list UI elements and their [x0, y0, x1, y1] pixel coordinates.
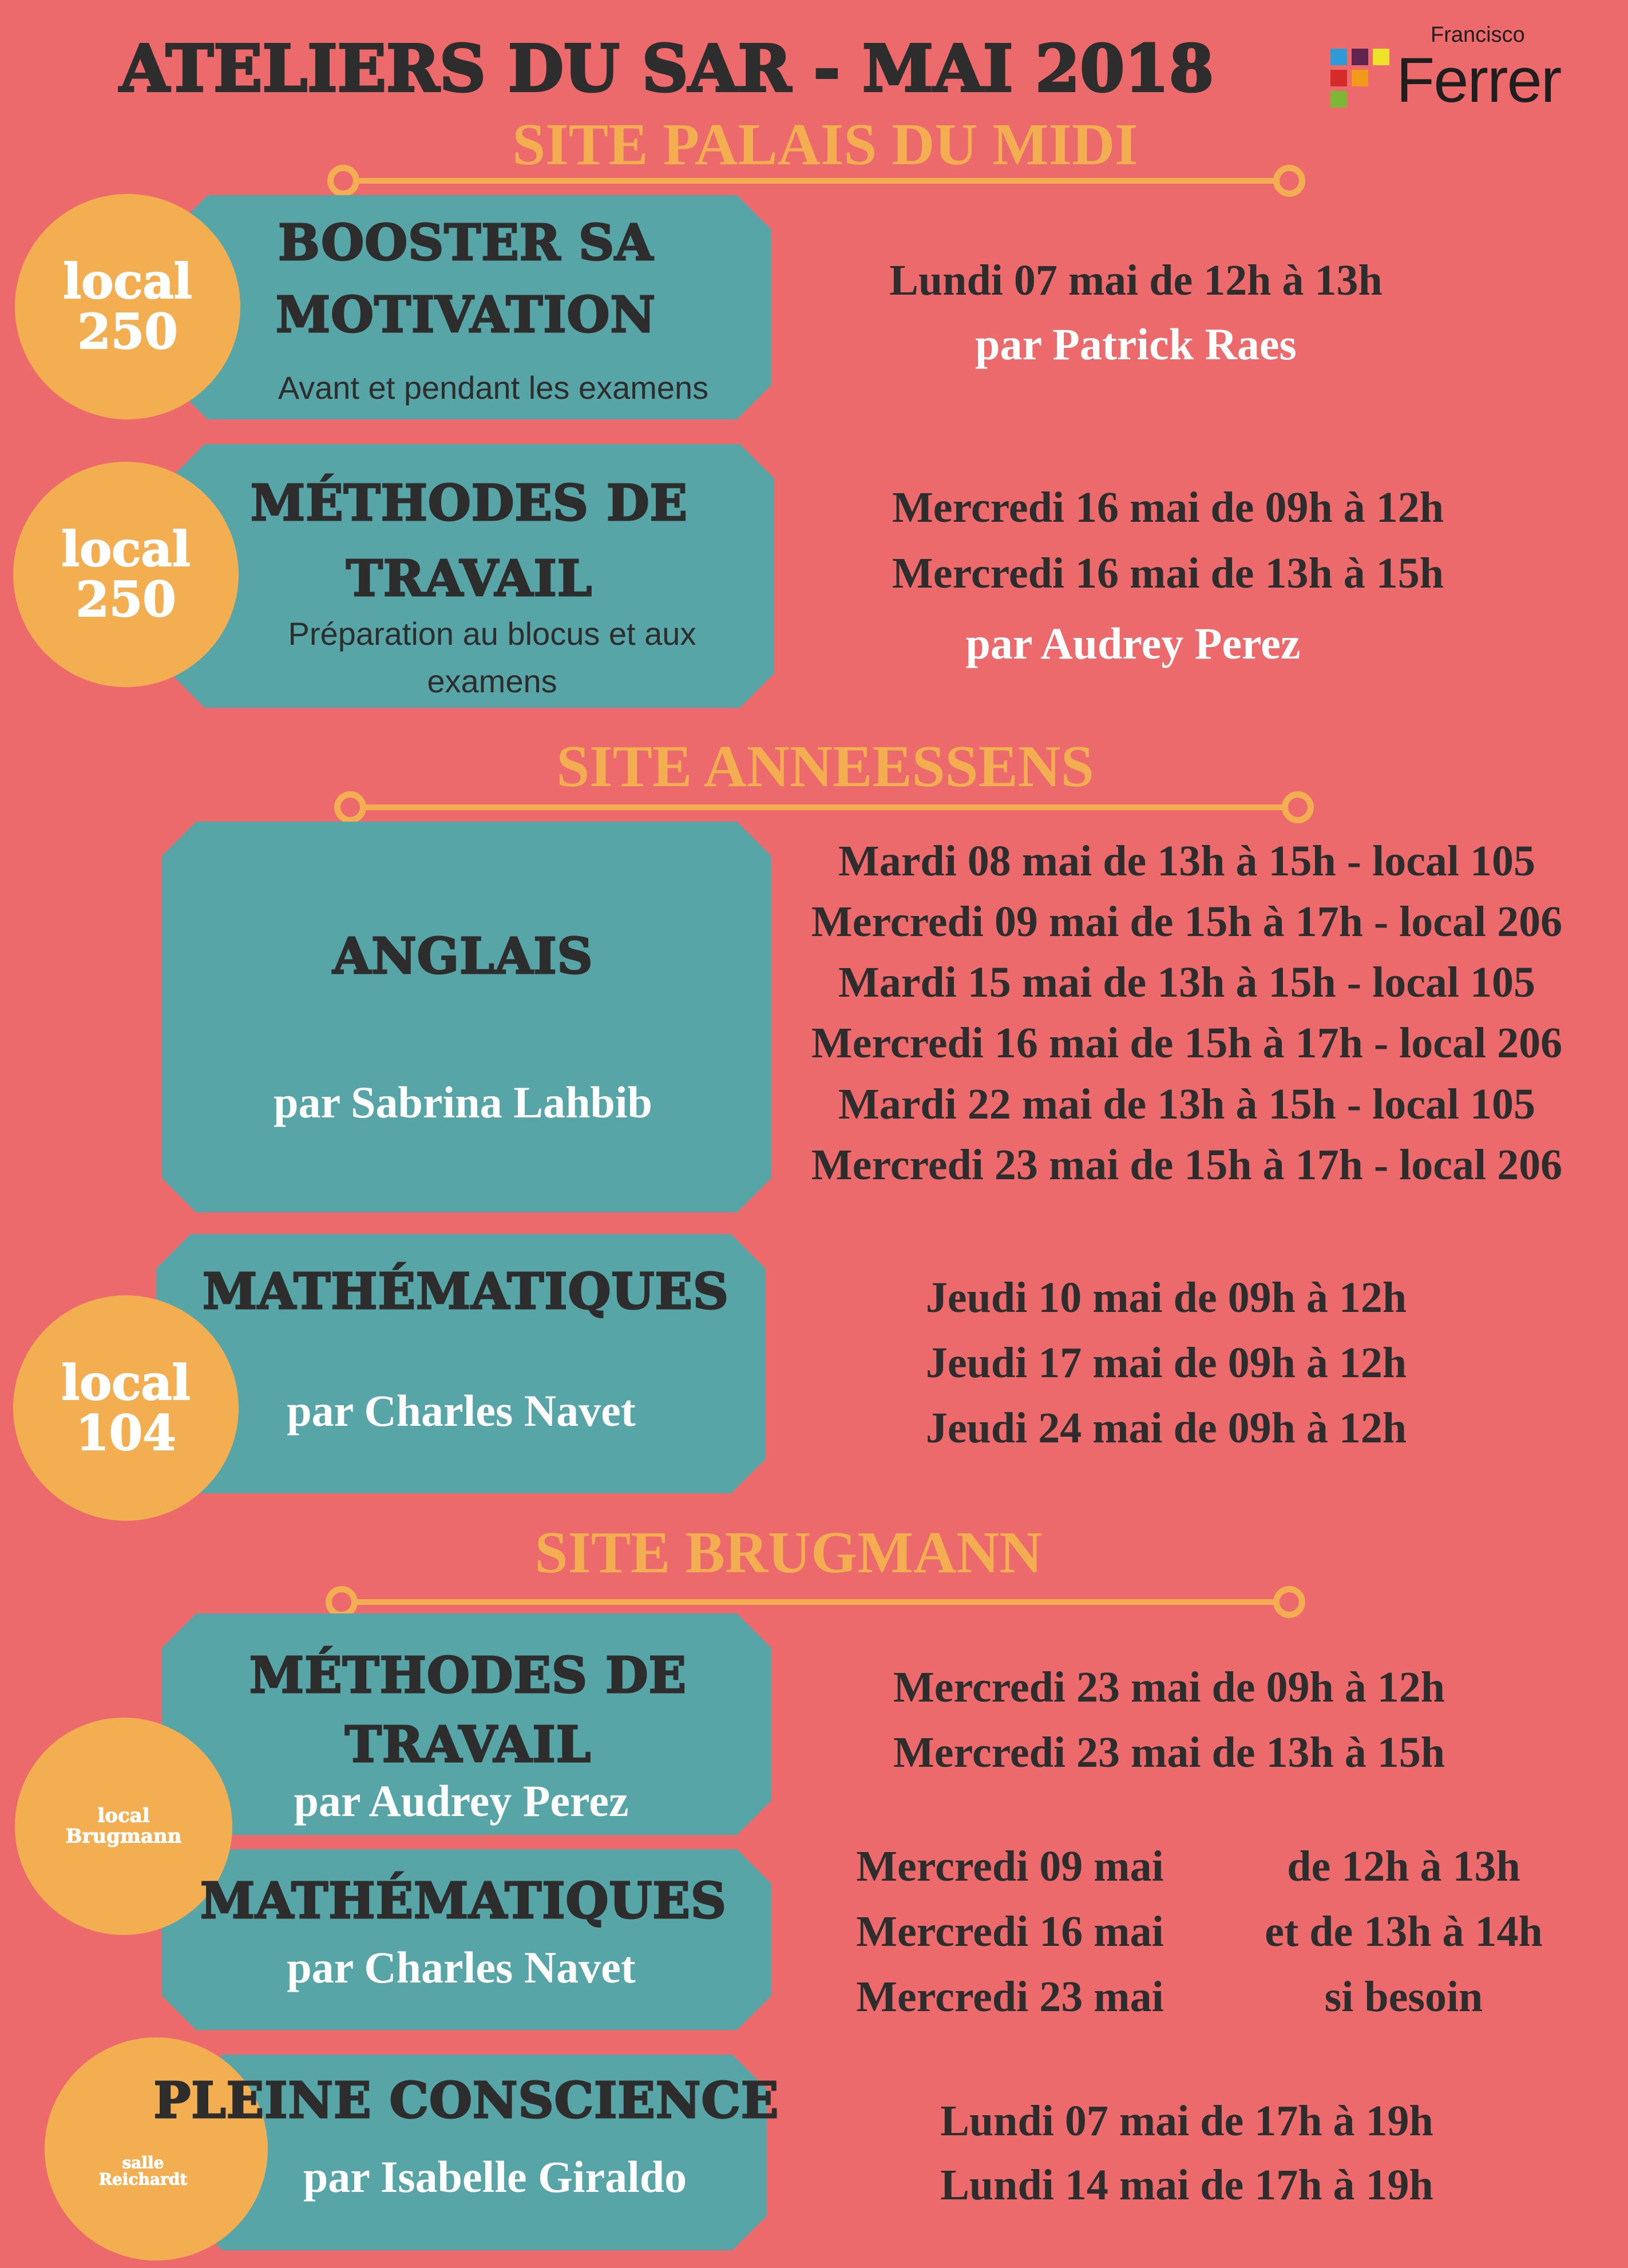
atelier-title: MATHÉMATIQUES: [202, 1263, 730, 1321]
atelier-date: Lundi 07 mai de 12h à 13h: [889, 256, 1383, 304]
room-label: [99, 2155, 188, 2188]
atelier-presenter: par Isabelle Giraldo: [303, 2152, 687, 2202]
atelier-date: Mercredi 23 mai de 09h à 12h: [893, 1663, 1445, 1711]
atelier-presenter: par Sabrina Lahbib: [274, 1077, 652, 1127]
room-type: local: [63, 252, 192, 310]
room-number: 104: [76, 1405, 176, 1461]
atelier-subtitle: examens: [427, 663, 557, 699]
atelier-date: Mardi 15 mai de 13h à 15h - local 105: [838, 958, 1536, 1006]
atelier-date: Mercredi 16 mai de 13h à 15h: [892, 549, 1444, 597]
atelier-title: PLEINE CONSCIENCE: [153, 2072, 779, 2130]
atelier-subtitle: Préparation au blocus et aux: [288, 616, 696, 652]
room-badge: [45, 2037, 268, 2261]
atelier-presenter: par Audrey Perez: [294, 1776, 629, 1826]
divider-dot: [326, 1586, 358, 1618]
logo-square-orange: [1352, 70, 1368, 86]
room-label: [63, 252, 192, 360]
atelier-title: TRAVAIL: [344, 1716, 592, 1774]
atelier-presenter: par Audrey Perez: [965, 618, 1301, 668]
atelier-date: Lundi 07 mai de 17h à 19h: [940, 2097, 1433, 2145]
room-type: local: [61, 520, 191, 577]
logo-text-ferrer: Ferrer: [1396, 45, 1561, 116]
atelier-date: Lundi 14 mai de 17h à 19h: [940, 2161, 1433, 2209]
atelier-date: Jeudi 24 mai de 09h à 12h: [925, 1404, 1407, 1452]
atelier-time: et de 13h à 14h: [1265, 1908, 1543, 1956]
atelier-time: si besoin: [1324, 1973, 1483, 2021]
room-name: Reichardt: [98, 2170, 188, 2189]
atelier-date: Mercredi 16 mai de 09h à 12h: [892, 483, 1444, 532]
room-label: [66, 1806, 182, 1846]
atelier-presenter: par Charles Navet: [287, 1942, 636, 1992]
atelier-title: TRAVAIL: [346, 550, 593, 608]
logo-square-purple: [1352, 49, 1368, 65]
room-name: Brugmann: [65, 1825, 182, 1847]
divider-dot: [1273, 165, 1305, 197]
divider-dot: [1273, 1586, 1305, 1618]
divider-line: [342, 1599, 1289, 1605]
atelier-title: MÉTHODES DE: [249, 1647, 687, 1704]
atelier-date: Mercredi 16 mai de 15h à 17h - local 206: [811, 1019, 1563, 1067]
logo-square-blue: [1330, 49, 1347, 65]
atelier-title: BOOSTER SA: [278, 214, 654, 272]
atelier-card-anglais: [162, 822, 771, 1212]
atelier-title: MÉTHODES DE: [250, 474, 688, 532]
atelier-time: de 12h à 13h: [1287, 1842, 1520, 1890]
atelier-subtitle: Avant et pendant les examens: [278, 370, 709, 406]
site-heading-palais-du-midi: SITE PALAIS DU MIDI: [512, 112, 1138, 177]
logo-square-green: [1330, 91, 1347, 108]
atelier-date: Jeudi 10 mai de 09h à 12h: [925, 1274, 1407, 1322]
atelier-presenter: par Patrick Raes: [975, 319, 1297, 369]
divider-dot: [334, 791, 366, 823]
logo-text-francisco: Francisco: [1431, 23, 1525, 47]
room-type: local: [61, 1354, 191, 1411]
room-label: [61, 520, 191, 628]
room-label: [61, 1354, 191, 1461]
atelier-title: ANGLAIS: [332, 927, 593, 985]
divider-line: [343, 178, 1289, 184]
atelier-date: Mercredi 09 mai: [856, 1842, 1164, 1890]
atelier-presenter: par Charles Navet: [287, 1386, 636, 1436]
logo-square-red: [1330, 70, 1347, 86]
atelier-date: Mercredi 09 mai de 15h à 17h - local 206: [811, 898, 1563, 946]
atelier-date: Mercredi 23 mai de 15h à 17h - local 206: [811, 1141, 1563, 1189]
page-title: ATELIERS DU SAR - MAI 2018: [119, 31, 1214, 106]
logo-square-yellow: [1373, 49, 1389, 65]
atelier-date: Mardi 22 mai de 13h à 15h - local 105: [838, 1080, 1536, 1128]
site-heading-anneessens: SITE ANNEESSENS: [556, 733, 1094, 799]
divider-dot: [327, 165, 359, 197]
atelier-title: MATHÉMATIQUES: [200, 1872, 727, 1930]
room-number: 250: [77, 303, 178, 360]
atelier-date: Mercredi 16 mai: [856, 1908, 1164, 1956]
room-type: salle: [122, 2153, 164, 2172]
divider-dot: [1282, 791, 1314, 823]
atelier-date: Mercredi 23 mai de 13h à 15h: [893, 1728, 1445, 1777]
atelier-date: Mercredi 23 mai: [856, 1973, 1164, 2021]
room-number: 250: [76, 571, 176, 628]
atelier-date: Mardi 08 mai de 13h à 15h - local 105: [838, 837, 1536, 885]
atelier-date: Jeudi 17 mai de 09h à 12h: [925, 1339, 1407, 1387]
room-type: local: [97, 1804, 150, 1827]
site-heading-brugmann: SITE BRUGMANN: [534, 1520, 1043, 1585]
divider-line: [350, 804, 1298, 810]
atelier-title: MOTIVATION: [275, 286, 656, 344]
